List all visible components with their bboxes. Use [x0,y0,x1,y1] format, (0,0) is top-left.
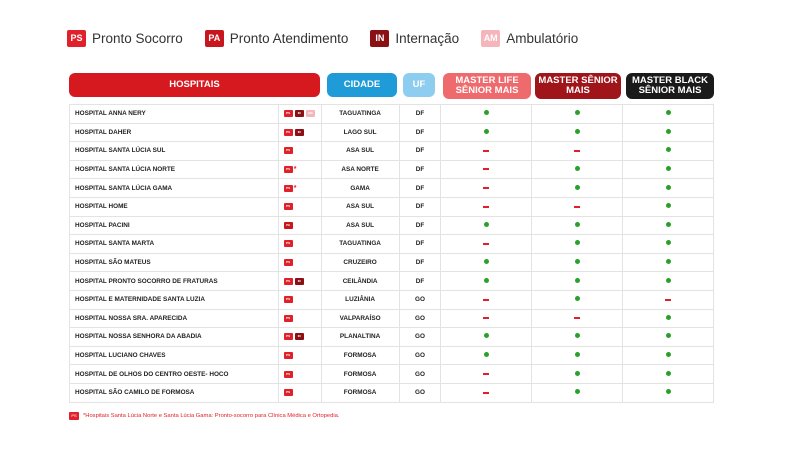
pa-badge: PA [205,30,224,47]
plan-black-cell [623,216,714,235]
plan-black-cell [623,290,714,309]
not-included-dash-icon [483,317,489,319]
city-cell: FORMOSA [321,346,399,365]
asterisk-icon: * [293,165,297,173]
uf-cell: DF [399,235,441,254]
legend-item-pa [205,30,349,47]
city-cell: TAGUATINGA [321,105,399,124]
plan-black-cell [623,142,714,161]
plan-black-cell [623,272,714,291]
service-tags [278,365,321,384]
city-cell: GAMA [321,179,399,198]
included-dot-icon [575,352,580,357]
plan-black-cell [623,179,714,198]
uf-cell: DF [399,105,441,124]
included-dot-icon [666,240,671,245]
plan-life-cell [441,383,532,402]
plan-black-cell [623,309,714,328]
included-dot-icon [666,259,671,264]
city-cell: CEILÂNDIA [321,272,399,291]
table-row [70,309,714,328]
header-hospitais: HOSPITAIS [69,73,320,97]
table-row [70,216,714,235]
legend-label: Internação [395,31,460,46]
in-badge: IN [295,333,304,340]
not-included-dash-icon [483,392,489,394]
service-tags [278,123,321,142]
plan-life-cell [441,197,532,216]
table-row [70,290,714,309]
plan-senior-cell [532,328,623,347]
included-dot-icon [484,259,489,264]
service-tags [278,105,321,124]
uf-cell: DF [399,123,441,142]
included-dot-icon [575,296,580,301]
legend-label: Pronto Socorro [92,31,183,46]
plan-life-cell [441,272,532,291]
not-included-dash-icon [574,206,580,208]
included-dot-icon [666,278,671,283]
hospital-name: HOSPITAL SANTA LÚCIA GAMA [70,179,279,198]
included-dot-icon [666,203,671,208]
included-dot-icon [666,315,671,320]
city-cell: ASA NORTE [321,160,399,179]
table-row [70,142,714,161]
table-row [70,383,714,402]
uf-cell: GO [399,365,441,384]
included-dot-icon [666,185,671,190]
hospital-name: HOSPITAL PACINI [70,216,279,235]
ps-badge: PS [284,333,293,340]
service-tags [278,216,321,235]
service-tags [278,197,321,216]
table-row [70,328,714,347]
table-row [70,105,714,124]
ps-badge: PS [69,412,79,420]
not-included-dash-icon [483,243,489,245]
included-dot-icon [575,110,580,115]
not-included-dash-icon [483,168,489,170]
included-dot-icon [666,333,671,338]
header-master-black: MASTER BLACK SÊNIOR MAIS [626,73,714,99]
table-row [70,346,714,365]
service-tags [278,179,321,198]
plan-senior-cell [532,272,623,291]
hospital-name: HOSPITAL SÃO MATEUS [70,253,279,272]
plan-black-cell [623,383,714,402]
hospital-name: HOSPITAL HOME [70,197,279,216]
included-dot-icon [575,222,580,227]
plan-black-cell [623,365,714,384]
included-dot-icon [575,333,580,338]
not-included-dash-icon [665,299,671,301]
city-cell: FORMOSA [321,365,399,384]
plan-black-cell [623,123,714,142]
ps-badge: PS [284,389,293,396]
uf-cell: DF [399,160,441,179]
header-master-life: MASTER LIFE SÊNIOR MAIS [443,73,531,99]
table-row [70,197,714,216]
am-badge: AM [481,30,500,47]
ps-badge: PS [284,352,293,359]
legend-item-am [481,30,578,47]
ps-badge: PS [284,147,293,154]
hospital-name: HOSPITAL LUCIANO CHAVES [70,346,279,365]
plan-black-cell [623,346,714,365]
city-cell: TAGUATINGA [321,235,399,254]
ps-badge: PS [284,240,293,247]
legend-item-ps [67,30,183,47]
hospital-name: HOSPITAL DE OLHOS DO CENTRO OESTE- HOCO [70,365,279,384]
plan-senior-cell [532,216,623,235]
plan-black-cell [623,105,714,124]
service-tags [278,253,321,272]
not-included-dash-icon [574,150,580,152]
plan-life-cell [441,216,532,235]
city-cell: PLANALTINA [321,328,399,347]
ps-badge: PS [284,259,293,266]
included-dot-icon [666,166,671,171]
plan-senior-cell [532,365,623,384]
uf-cell: GO [399,290,441,309]
hospital-name: HOSPITAL NOSSA SRA. APARECIDA [70,309,279,328]
plan-senior-cell [532,346,623,365]
ps-badge: PS [284,185,293,192]
plan-senior-cell [532,253,623,272]
hospital-name: HOSPITAL DAHER [70,123,279,142]
included-dot-icon [575,389,580,394]
included-dot-icon [484,222,489,227]
city-cell: ASA SUL [321,216,399,235]
included-dot-icon [666,147,671,152]
hospital-name: HOSPITAL ANNA NERY [70,105,279,124]
pa-badge: PA [284,222,293,229]
in-badge: IN [295,278,304,285]
uf-cell: GO [399,383,441,402]
included-dot-icon [575,185,580,190]
plan-senior-cell [532,235,623,254]
service-tags [278,328,321,347]
plan-life-cell [441,290,532,309]
uf-cell: DF [399,179,441,198]
plan-life-cell [441,365,532,384]
ps-badge: PS [284,110,293,117]
not-included-dash-icon [483,299,489,301]
ps-badge: PS [284,315,293,322]
plan-life-cell [441,346,532,365]
included-dot-icon [575,129,580,134]
included-dot-icon [666,371,671,376]
included-dot-icon [575,371,580,376]
uf-cell: DF [399,272,441,291]
hospital-name: HOSPITAL SANTA MARTA [70,235,279,254]
hospital-name: HOSPITAL PRONTO SOCORRO DE FRATURAS [70,272,279,291]
service-tags [278,309,321,328]
in-badge: IN [295,129,304,136]
plan-senior-cell [532,290,623,309]
service-tags [278,290,321,309]
plan-senior-cell [532,142,623,161]
ps-badge: PS [284,278,293,285]
in-badge: IN [295,110,304,117]
asterisk-icon: * [293,184,297,192]
legend-label: Pronto Atendimento [229,31,349,46]
included-dot-icon [575,240,580,245]
included-dot-icon [666,129,671,134]
table-row [70,235,714,254]
included-dot-icon [484,110,489,115]
header-cidade: CIDADE [327,73,397,97]
included-dot-icon [484,333,489,338]
header-uf: UF [403,73,435,97]
ps-badge: PS [284,371,293,378]
plan-senior-cell [532,197,623,216]
included-dot-icon [666,352,671,357]
plan-life-cell [441,328,532,347]
plan-black-cell [623,160,714,179]
included-dot-icon [575,166,580,171]
am-badge: AM [306,110,315,117]
plan-life-cell [441,160,532,179]
plan-life-cell [441,179,532,198]
city-cell: LUZIÂNIA [321,290,399,309]
plan-black-cell [623,197,714,216]
legend-item-in [370,30,459,47]
city-cell: VALPARAÍSO [321,309,399,328]
plan-life-cell [441,105,532,124]
service-tags [278,383,321,402]
hospital-name: HOSPITAL SÃO CAMILO DE FORMOSA [70,383,279,402]
plan-life-cell [441,123,532,142]
hospital-name: HOSPITAL NOSSA SENHORA DA ABADIA [70,328,279,347]
city-cell: ASA SUL [321,142,399,161]
plan-senior-cell [532,123,623,142]
uf-cell: GO [399,328,441,347]
included-dot-icon [484,352,489,357]
uf-cell: DF [399,216,441,235]
footnote-text: *Hospitais Santa Lúcia Norte e Santa Lúcia Gama: Pronto-socorro para Clínica Médica e Ortopedia. [83,413,340,419]
header-master-senior: MASTER SÊNIOR MAIS [535,73,621,99]
table-row [70,272,714,291]
uf-cell: DF [399,197,441,216]
hospital-name: HOSPITAL E MATERNIDADE SANTA LUZIA [70,290,279,309]
hospital-table [69,104,714,403]
ps-badge: PS [284,203,293,210]
not-included-dash-icon [483,373,489,375]
hospital-name: HOSPITAL SANTA LÚCIA NORTE [70,160,279,179]
plan-senior-cell [532,105,623,124]
included-dot-icon [666,389,671,394]
city-cell: FORMOSA [321,383,399,402]
ps-badge: PS [284,129,293,136]
footnote [69,412,339,420]
legend [67,30,600,47]
plan-life-cell [441,253,532,272]
service-tags [278,160,321,179]
city-cell: ASA SUL [321,197,399,216]
included-dot-icon [575,259,580,264]
uf-cell: DF [399,253,441,272]
not-included-dash-icon [483,187,489,189]
uf-cell: GO [399,309,441,328]
in-badge: IN [370,30,389,47]
plan-black-cell [623,253,714,272]
included-dot-icon [484,129,489,134]
table-row [70,253,714,272]
service-tags [278,272,321,291]
plan-senior-cell [532,383,623,402]
service-tags [278,235,321,254]
not-included-dash-icon [574,317,580,319]
plan-life-cell [441,235,532,254]
legend-label: Ambulatório [506,31,579,46]
table-row [70,365,714,384]
city-cell: CRUZEIRO [321,253,399,272]
included-dot-icon [666,110,671,115]
uf-cell: GO [399,346,441,365]
table-row [70,160,714,179]
included-dot-icon [575,278,580,283]
hospital-name: HOSPITAL SANTA LÚCIA SUL [70,142,279,161]
included-dot-icon [484,278,489,283]
service-tags [278,346,321,365]
not-included-dash-icon [483,150,489,152]
table-row [70,123,714,142]
plan-senior-cell [532,309,623,328]
plan-senior-cell [532,179,623,198]
not-included-dash-icon [483,206,489,208]
included-dot-icon [666,222,671,227]
service-tags [278,142,321,161]
city-cell: LAGO SUL [321,123,399,142]
table-row [70,179,714,198]
ps-badge: PS [284,296,293,303]
uf-cell: DF [399,142,441,161]
ps-badge: PS [284,166,293,173]
plan-life-cell [441,142,532,161]
plan-senior-cell [532,160,623,179]
plan-black-cell [623,235,714,254]
ps-badge: PS [67,30,86,47]
plan-black-cell [623,328,714,347]
plan-life-cell [441,309,532,328]
